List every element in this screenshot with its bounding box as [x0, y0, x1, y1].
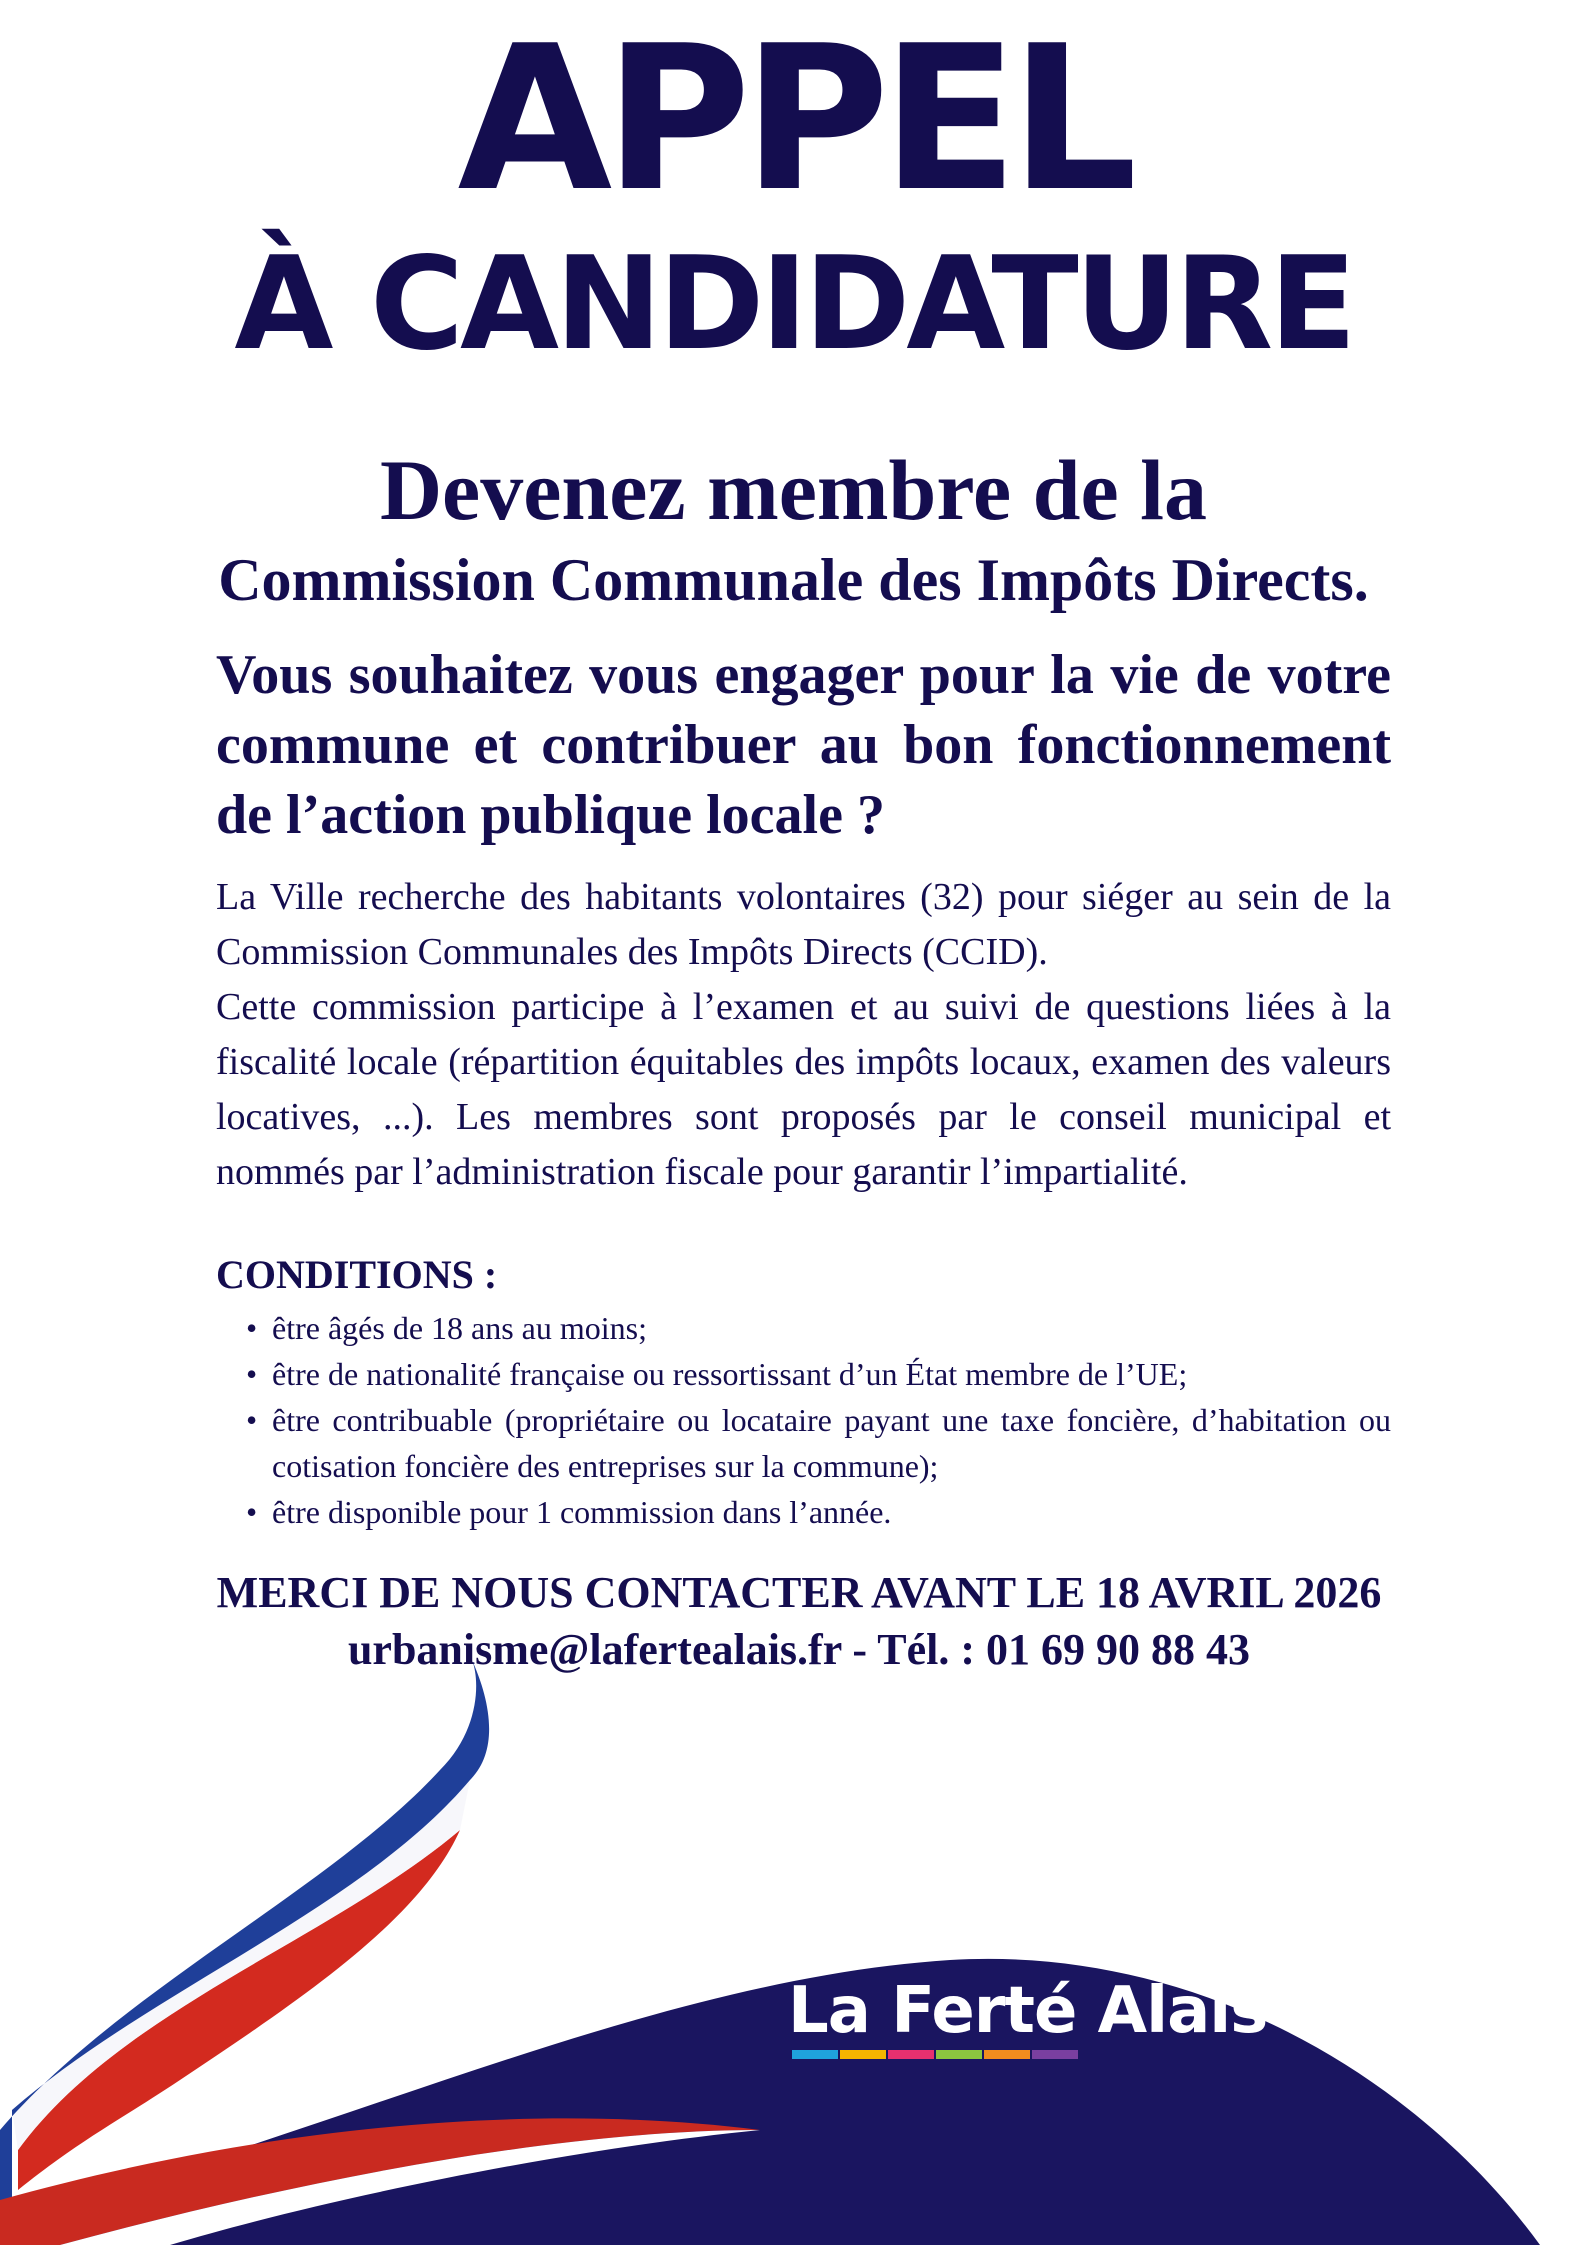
condition-text: être disponible pour 1 commission dans l’année. [272, 1494, 892, 1530]
list-item [216, 1351, 1391, 1397]
condition-text: être contribuable (propriétaire ou locataire payant une taxe foncière, d’habitation ou cotisation foncière des entreprises sur la commune); [272, 1402, 1391, 1484]
logo-bar [840, 2050, 886, 2059]
conditions-list [216, 1305, 1391, 1535]
logo-bar [888, 2050, 934, 2059]
list-item [216, 1305, 1391, 1351]
logo-bar [984, 2050, 1030, 2059]
condition-text: être de nationalité française ou ressortissant d’un État membre de l’UE; [272, 1356, 1188, 1392]
logo-bar [792, 2050, 838, 2059]
flag-ribbon [0, 1660, 1587, 2245]
body-text [216, 870, 1391, 1200]
conditions-title: CONDITIONS : [216, 1252, 498, 1297]
page-title: APPEL [457, 3, 1130, 236]
list-item [216, 1489, 1391, 1535]
body-paragraph-2: Cette commission participe à l’examen et au suivi de questions liées à la fiscalité locale (répartition équitables des impôts locaux, examen des valeurs locatives, ...). Les membres sont proposés par le conseil municipal et nommés par l’administration fiscale pour garantir l’impartialité. [216, 986, 1391, 1193]
page-title-line2: À CANDIDATURE [234, 230, 1353, 379]
bullet-icon: • [246, 1402, 258, 1438]
body-paragraph-1: La Ville recherche des habitants volontaires (32) pour siéger au sein de la Commission Communales des Impôts Directs (CCID). [216, 876, 1391, 973]
condition-text: être âgés de 18 ans au moins; [272, 1310, 647, 1346]
contact-deadline: MERCI DE NOUS CONTACTER AVANT LE 18 AVRIL 2026 [216, 1568, 1382, 1617]
logo-bar [1032, 2050, 1078, 2059]
question-heading: Vous souhaitez vous engager pour la vie de votre commune et contribuer au bon fonctionnement de l’action publique locale ? [216, 644, 1391, 846]
subtitle-line2: Commission Communale des Impôts Directs. [218, 547, 1369, 613]
logo-color-bars [792, 2050, 1080, 2059]
subtitle-line1: Devenez membre de la [379, 442, 1208, 538]
bullet-icon: • [246, 1494, 258, 1530]
bullet-icon: • [246, 1310, 258, 1346]
brand-logo: La Ferté Alais [788, 1974, 1268, 2048]
bullet-icon: • [246, 1356, 258, 1392]
logo-bar [936, 2050, 982, 2059]
contact-details: urbanisme@laferteal​ais.fr - Tél. : 01 69 90 88 43 [347, 1625, 1251, 1674]
list-item [216, 1397, 1391, 1489]
